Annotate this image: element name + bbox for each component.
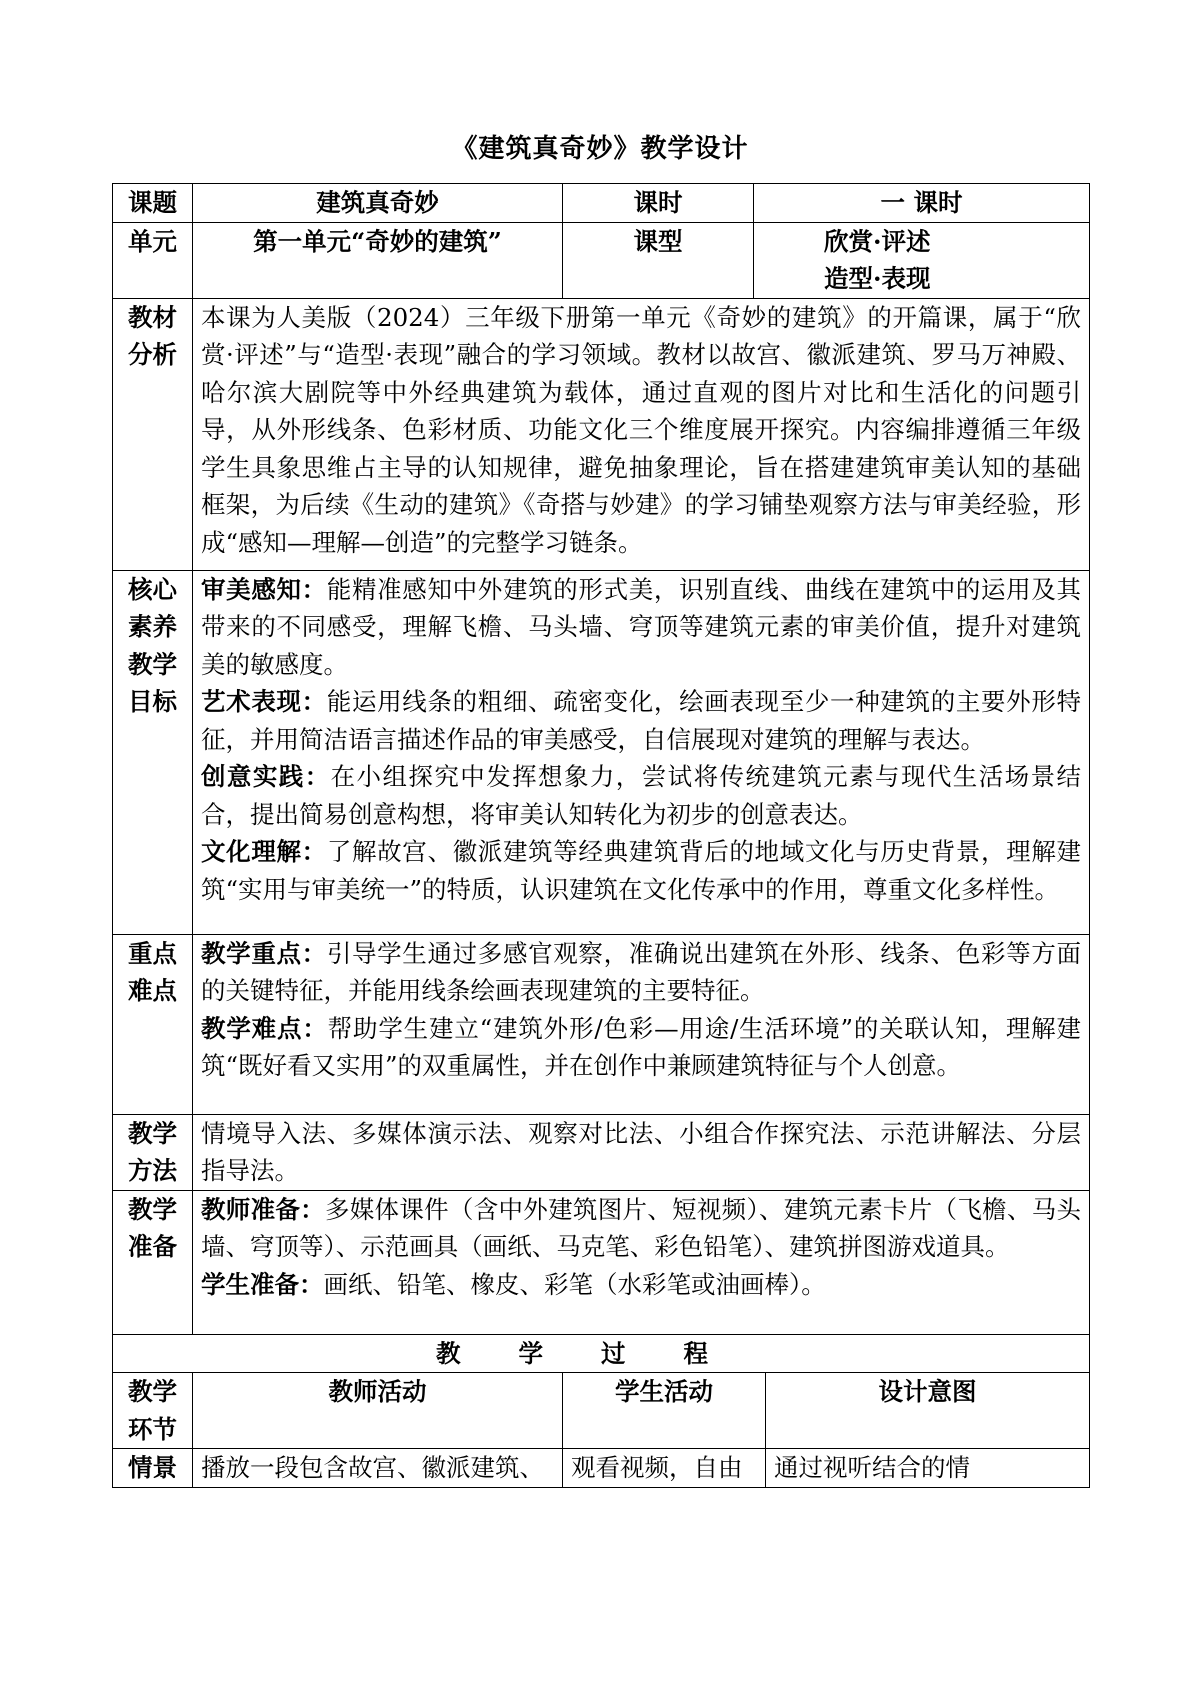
goal-culture-key: 文化理解： — [201, 837, 327, 866]
row1-teacher: 播放一段包含故宫、徽派建筑、 — [193, 1449, 563, 1488]
goal-creative — [201, 758, 1081, 833]
prep-content — [193, 1190, 1090, 1334]
keypoints-content — [193, 934, 1090, 1114]
analysis-label-text: 教材分析 — [128, 302, 177, 369]
methods-label-text: 教学方法 — [128, 1118, 177, 1185]
period-value: 一 课时 — [754, 184, 1090, 223]
table-row — [113, 1449, 1090, 1488]
process-heading: 教学过程 — [113, 1334, 1090, 1373]
difficult-point-key: 教学难点： — [201, 1013, 328, 1043]
process-heading-row — [113, 1334, 1090, 1373]
teacher-prep — [201, 1191, 1081, 1266]
key-point — [201, 935, 1081, 1010]
col-stage — [113, 1373, 193, 1449]
type-value-line-2: 造型·表现 — [824, 264, 931, 293]
page-title: 《建筑真奇妙》教学设计 — [451, 134, 749, 164]
col-intent: 设计意图 — [766, 1373, 1090, 1449]
analysis-text: 本课为人美版（2024）三年级下册第一单元《奇妙的建筑》的开篇课，属于“欣赏·评述”与“造型·表现”融合的学习领域。教材以故宫、徽派建筑、罗马万神殿、哈尔滨大剧院等中外经典建筑为载体，通过直观的图片对比和生活化的问题引导，从外形线条、色彩材质、功能文化三个维度展开探究。内容编排遵循三年级学生具象思维占主导的认知规律，避免抽象理论，旨在搭建建筑审美认知的基础框架，为后续《生动的建筑》《奇搭与妙建》的学习铺垫观察方法与审美经验，形成“感知—理解—创造”的完整学习链条。 — [193, 298, 1090, 570]
goal-expression — [201, 683, 1081, 758]
prep-label-text: 教学准备 — [128, 1194, 177, 1261]
goals-label-text: 核心素养教学目标 — [128, 574, 177, 716]
goal-creative-text: 在小组探究中发挥想象力，尝试将传统建筑元素与现代生活场景结合，提出简易创意构想，将审美认知转化为初步的创意表达。 — [201, 762, 1082, 829]
difficult-point — [201, 1010, 1081, 1085]
student-prep-text: 画纸、铅笔、橡皮、彩笔（水彩笔或油画棒）。 — [323, 1269, 826, 1299]
teacher-prep-key: 教师准备： — [201, 1194, 325, 1224]
col-student: 学生活动 — [563, 1373, 766, 1449]
topic-label: 课题 — [113, 184, 193, 223]
col-teacher: 教师活动 — [193, 1373, 563, 1449]
row1-intent: 通过视听结合的情 — [766, 1449, 1090, 1488]
keypoints-row — [113, 934, 1090, 1114]
student-prep-key: 学生准备： — [201, 1269, 324, 1299]
unit-row — [113, 222, 1090, 298]
difficult-point-text: 帮助学生建立“建筑外形/色彩—用途/生活环境”的关联认知，理解建筑“既好看又实用”的双重属性，并在创作中兼顾建筑特征与个人创意。 — [201, 1013, 1082, 1080]
student-prep — [201, 1266, 1081, 1304]
key-point-key: 教学重点： — [201, 938, 327, 968]
type-value-line-1: 欣赏·评述 — [824, 226, 931, 256]
keypoints-label-text: 重点难点 — [128, 938, 177, 1005]
goal-aesthetic-key: 审美感知： — [201, 574, 327, 604]
prep-label — [113, 1190, 193, 1334]
methods-text: 情境导入法、多媒体演示法、观察对比法、小组合作探究法、示范讲解法、分层指导法。 — [193, 1114, 1090, 1190]
key-point-text: 引导学生通过多感官观察，准确说出建筑在外形、线条、色彩等方面的关键特征，并能用线条绘画表现建筑的主要特征。 — [201, 938, 1082, 1005]
analysis-label — [113, 298, 193, 570]
goal-expression-text: 能运用线条的粗细、疏密变化，绘画表现至少一种建筑的主要外形特征，并用简洁语言描述作品的审美感受，自信展现对建筑的理解与表达。 — [201, 687, 1082, 754]
unit-label: 单元 — [113, 222, 193, 298]
methods-row — [113, 1114, 1090, 1190]
lesson-plan-table — [112, 183, 1090, 1488]
topic-row — [113, 184, 1090, 223]
process-header-row — [113, 1373, 1090, 1449]
goal-expression-key: 艺术表现： — [201, 687, 327, 716]
goals-label — [113, 570, 193, 934]
goals-row — [113, 570, 1090, 934]
type-value — [754, 222, 1090, 298]
row1-student: 观看视频，自由 — [563, 1449, 766, 1488]
row1-stage: 情景 — [113, 1449, 193, 1488]
goals-content — [193, 570, 1090, 934]
goal-culture — [201, 833, 1081, 908]
period-label: 课时 — [563, 184, 754, 223]
prep-row — [113, 1190, 1090, 1334]
goal-aesthetic-text: 能精准感知中外建筑的形式美，识别直线、曲线在建筑中的运用及其带来的不同感受，理解飞檐、马头墙、穹顶等建筑元素的审美价值，提升对建筑美的敏感度。 — [201, 574, 1082, 679]
type-label: 课型 — [563, 222, 754, 298]
goal-creative-key: 创意实践： — [201, 762, 331, 791]
methods-label — [113, 1114, 193, 1190]
analysis-row — [113, 298, 1090, 570]
keypoints-label — [113, 934, 193, 1114]
topic-value: 建筑真奇妙 — [193, 184, 563, 223]
teacher-prep-text: 多媒体课件（含中外建筑图片、短视频）、建筑元素卡片（飞檐、马头墙、穹顶等）、示范画具（画纸、马克笔、彩色铅笔）、建筑拼图游戏道具。 — [201, 1194, 1082, 1261]
unit-value: 第一单元“奇妙的建筑” — [193, 222, 563, 298]
goal-aesthetic — [201, 571, 1081, 684]
goal-culture-text: 了解故宫、徽派建筑等经典建筑背后的地域文化与历史背景，理解建筑“实用与审美统一”的特质，认识建筑在文化传承中的作用，尊重文化多样性。 — [201, 837, 1082, 904]
col-stage-text: 教学环节 — [128, 1377, 177, 1444]
